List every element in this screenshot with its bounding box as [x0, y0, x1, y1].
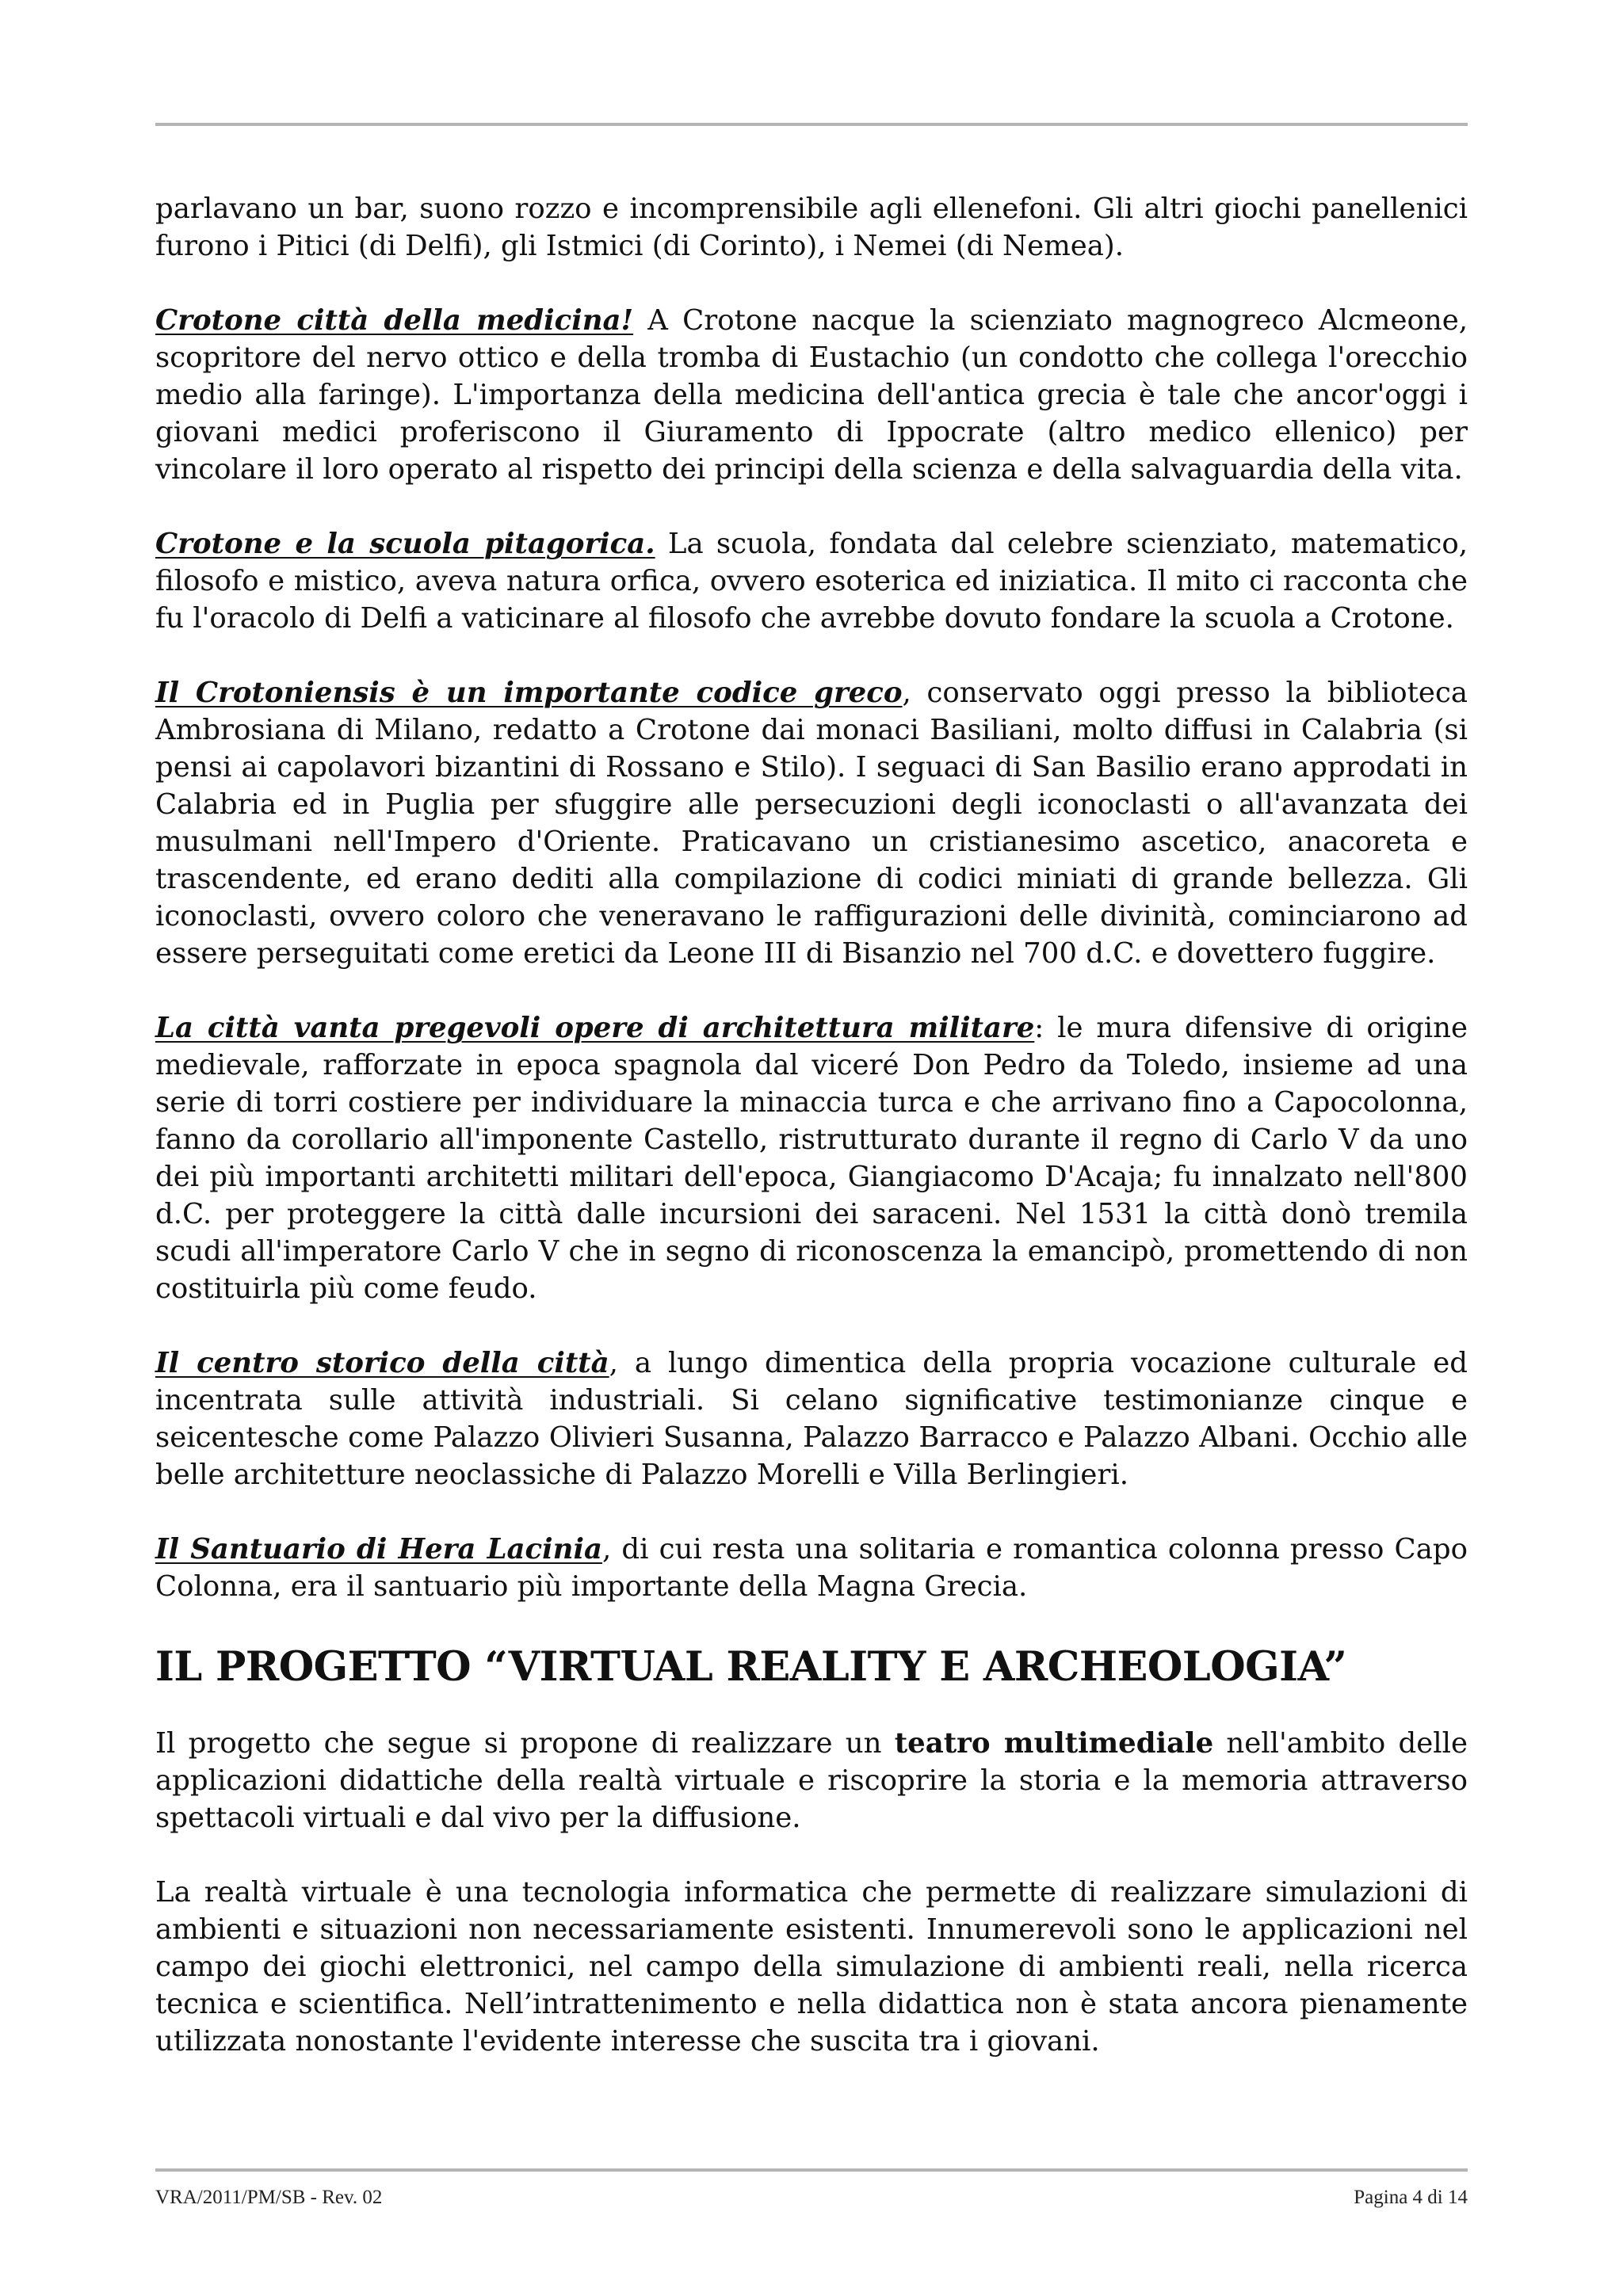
- paragraph-text: La realtà virtuale è una tecnologia informatica che permette di realizzare simulazioni di ambienti e situazioni non necessariamente esistenti. Innumerevoli sono le applicazioni nel campo dei giochi elettronici, nel campo della simulazione di ambienti reali, nella ricerca tecnica e scientifica. Nell’intrattenimento e nella didattica non è stata ancora pienamente utilizzata nonostante l'evidente interesse che suscita tra i giovani.: [155, 1876, 1468, 2058]
- document-code: VRA/2011/PM/SB - Rev. 02: [155, 2187, 383, 2208]
- paragraph-historic-center: [155, 1344, 1468, 1493]
- paragraph-text: nell'ambito delle applicazioni didattiche della realtà virtuale e riscoprire la storia e la memoria attraverso spettacoli virtuali e dal vivo per la diffusione.: [155, 1727, 1468, 1834]
- paragraph-text: , di cui resta una solitaria e romantica colonna presso Capo Colonna, era il santuario più importante della Magna Grecia.: [155, 1533, 1468, 1603]
- page-number: Pagina 4 di 14: [1354, 2187, 1468, 2208]
- paragraph-lead: Crotone e la scuola pitagorica.: [155, 528, 655, 560]
- section-heading: IL PROGETTO “VIRTUAL REALITY E ARCHEOLOGIA”: [155, 1643, 1347, 1691]
- paragraph-lead: Crotone città della medicina!: [155, 304, 634, 337]
- paragraph-virtual-reality: [155, 1874, 1468, 2060]
- paragraph-text: Il progetto che segue si propone di realizzare un: [155, 1727, 895, 1760]
- paragraph-lead: Il centro storico della città: [155, 1347, 609, 1379]
- paragraph-lead: La città vanta pregevoli opere di architettura militare: [155, 1012, 1035, 1044]
- header-rule: [155, 123, 1468, 126]
- paragraph-text: , conservato oggi presso la biblioteca Ambrosiana di Milano, redatto a Crotone dai monaci Basiliani, molto diffusi in Calabria (si pensi ai capolavori bizantini di Rossano e Stilo). I seguaci di San Basilio erano approdati in Calabria ed in Puglia per sfuggire alle persecuzioni degli iconoclasti o all'avanzata dei musulmani nell'Impero d'Oriente. Praticavano un cristianesimo ascetico, anacoreta e trascendente, ed erano dediti alla compilazione di codici miniati di grande bellezza. Gli iconoclasti, ovvero coloro che veneravano le raffigurazioni delle divinità, cominciarono ad essere perseguitati come eretici da Leone III di Bisanzio nel 700 d.C. e dovettero fuggire.: [155, 677, 1468, 970]
- body-text: [155, 190, 1468, 2097]
- paragraph-military-architecture: [155, 1009, 1468, 1307]
- bold-term: teatro multimediale: [894, 1727, 1214, 1760]
- paragraph-text: A Crotone nacque la scienziato magnogreco Alcmeone, scopritore del nervo ottico e della tromba di Eustachio (un condotto che collega l'orecchio medio alla faringe). L'importanza della medicina dell'antica grecia è tale che ancor'oggi i giovani medici proferiscono il Giuramento di Ippocrate (altro medico ellenico) per vincolare il loro operato al rispetto dei principi della scienza e della salvaguardia della vita.: [155, 304, 1468, 486]
- paragraph-text: , a lungo dimentica della propria vocazione culturale ed incentrata sulle attività industriali. Si celano significative testimonianze cinque e seicentesche come Palazzo Olivieri Susanna, Palazzo Barracco e Palazzo Albani. Occhio alle belle architetture neoclassiche di Palazzo Morelli e Villa Berlingieri.: [155, 1347, 1468, 1491]
- paragraph-pythagorean-school: [155, 525, 1468, 637]
- paragraph-lead: Il Crotoniensis è un importante codice greco: [155, 677, 903, 709]
- paragraph-text: parlavano un bar, suono rozzo e incomprensibile agli ellenefoni. Gli altri giochi panellenici furono i Pitici (di Delfi), gli Istmici (di Corinto), i Nemei (di Nemea).: [155, 193, 1468, 262]
- paragraph-lead: Il Santuario di Hera Lacinia: [155, 1533, 602, 1566]
- footer-rule: [155, 2168, 1468, 2172]
- paragraph-crotoniensis: [155, 674, 1468, 972]
- page-footer: [155, 2187, 1468, 2209]
- paragraph-text: : le mura difensive di origine medievale, rafforzate in epoca spagnola dal viceré Don Pedro da Toledo, insieme ad una serie di torri costiere per individuare la minaccia turca e che arrivano fino a Capocolonna, fanno da corollario all'imponente Castello, ristrutturato durante il regno di Carlo V da uno dei più importanti architetti militari dell'epoca, Giangiacomo D'Acaja; fu innalzato nell'800 d.C. per proteggere la città dalle incursioni dei saraceni. Nel 1531 la città donò tremila scudi all'imperatore Carlo V che in segno di riconoscenza la emancipò, promettendo di non costituirla più come feudo.: [155, 1012, 1468, 1305]
- paragraph-project-intro: [155, 1725, 1468, 1836]
- paragraph-hera-sanctuary: [155, 1531, 1468, 1605]
- paragraph-greek-games: [155, 190, 1468, 265]
- paragraph-medicine: [155, 302, 1468, 488]
- paragraph-text: La scuola, fondata dal celebre scienziato, matematico, filosofo e mistico, aveva natura orfica, ovvero esoterica ed iniziatica. Il mito ci racconta che fu l'oracolo di Delfi a vaticinare al filosofo che avrebbe dovuto fondare la scuola a Crotone.: [155, 528, 1468, 635]
